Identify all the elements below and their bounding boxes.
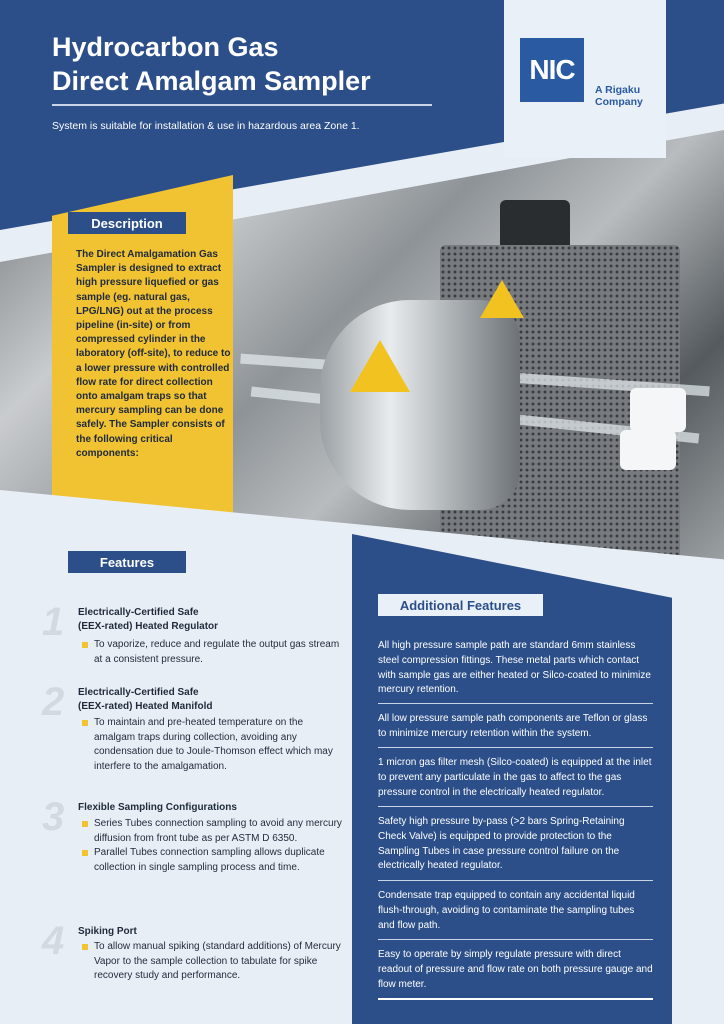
feature-bullets (82, 940, 342, 984)
feature-bullets (82, 638, 342, 667)
divider (378, 747, 653, 748)
divider (378, 880, 653, 881)
feature-title-line: Electrically-Certified Safe (78, 687, 199, 698)
divider (378, 939, 653, 940)
bullet-square-icon (82, 850, 88, 856)
logo-tagline-line: A Rigaku (595, 84, 641, 96)
additional-features-heading: Additional Features (378, 594, 543, 616)
additional-feature-item: Condensate trap equipped to contain any accidental liquid flush-through, avoiding to contaminate the sampling tubes and flow path. (378, 890, 635, 931)
feature-title (78, 686, 338, 714)
feature-title (78, 925, 338, 939)
feature-bullets (82, 716, 342, 774)
feature-number: 2 (42, 680, 65, 724)
feature-title-line: Electrically-Certified Safe (78, 607, 199, 618)
nic-logo: NIC (520, 38, 584, 102)
feature-bullet-text: Series Tubes connection sampling to avoid any mercury diffusion from front tube as per ASTM D 6350. (94, 818, 342, 844)
bullet-square-icon (82, 642, 88, 648)
feature-bullet (82, 940, 342, 984)
feature-title-line: (EEX-rated) Heated Regulator (78, 621, 219, 632)
title-divider (52, 104, 432, 106)
bullet-square-icon (82, 720, 88, 726)
features-heading: Features (68, 551, 186, 573)
additional-feature-item: All low pressure sample path components are Teflon or glass to minimize mercury retention within the system. (378, 713, 648, 739)
bullet-square-icon (82, 821, 88, 827)
feature-bullet-text: Parallel Tubes connection sampling allows duplicate collection in single sampling process and time. (94, 847, 325, 873)
feature-title-line: Spiking Port (78, 926, 137, 937)
additional-feature-item: Easy to operate by simply regulate pressure with direct readout of pressure and flow rate on both pressure gauge and flow meter. (378, 949, 653, 990)
photo-regulator-cylinder (320, 300, 520, 510)
logo-tagline (595, 84, 643, 108)
feature-bullet-text: To allow manual spiking (standard additions) of Mercury Vapor to the sample collection to tabulate for spike recovery study and performance. (94, 941, 341, 981)
description-text: The Direct Amalgamation Gas Sampler is designed to extract high pressure liquefied or gas sample (eg. natural gas, LPG/LNG) out at the process pipeline (in-site) or from compressed cylinder in the laboratory (off-site), to reduce to a lower pressure with controlled flow rate for direct collection onto amalgam traps so that mercury sampling can be done safely. The Sampler consists of the following critical components: (76, 249, 231, 459)
description-heading: Description (68, 212, 186, 234)
feature-title (78, 606, 338, 634)
page-title (52, 30, 452, 98)
divider (378, 998, 653, 1000)
divider (378, 806, 653, 807)
feature-bullet (82, 638, 342, 667)
feature-title-line: (EEX-rated) Heated Manifold (78, 701, 213, 712)
logo-tagline-line: Company (595, 96, 643, 108)
photo-fitting (630, 388, 686, 432)
title-line: Direct Amalgam Sampler (52, 66, 371, 96)
feature-title-line: Flexible Sampling Configurations (78, 802, 237, 813)
feature-bullets (82, 817, 342, 875)
feature-number: 3 (42, 795, 65, 839)
additional-feature-item: Safety high pressure by-pass (>2 bars Spring-Retaining Check Valve) is equipped to provide protection to the Sampling Tubes in case pressure control failure on the electrically heated regulator. (378, 816, 625, 872)
feature-bullet-text: To maintain and pre-heated temperature on the amalgam traps during collection, avoiding any condensation due to Joule-Thomson effect which may interfere to the amalgamation. (94, 717, 333, 772)
feature-number: 1 (42, 600, 65, 644)
feature-bullet (82, 817, 342, 846)
additional-feature-item: 1 micron gas filter mesh (Silco-coated) is equipped at the inlet to prevent any particulate in the gas to affect to the gas pressure control in the electrically heated regulator. (378, 757, 652, 798)
divider (378, 703, 653, 704)
feature-bullet-text: To vaporize, reduce and regulate the output gas stream at a consistent pressure. (94, 639, 340, 665)
photo-fitting (620, 430, 676, 470)
bullet-square-icon (82, 944, 88, 950)
feature-number: 4 (42, 919, 65, 963)
company-logo-panel (504, 0, 666, 158)
additional-feature-item: All high pressure sample path are standard 6mm stainless steel compression fittings. These metal parts which contact with sample gas are either heated or Silco-coated to minimize mercury retention. (378, 640, 651, 696)
feature-title (78, 801, 338, 815)
feature-bullet (82, 716, 342, 774)
feature-bullet (82, 846, 342, 875)
title-line: Hydrocarbon Gas (52, 32, 279, 62)
page-subtitle: System is suitable for installation & use in hazardous area Zone 1. (52, 120, 360, 132)
